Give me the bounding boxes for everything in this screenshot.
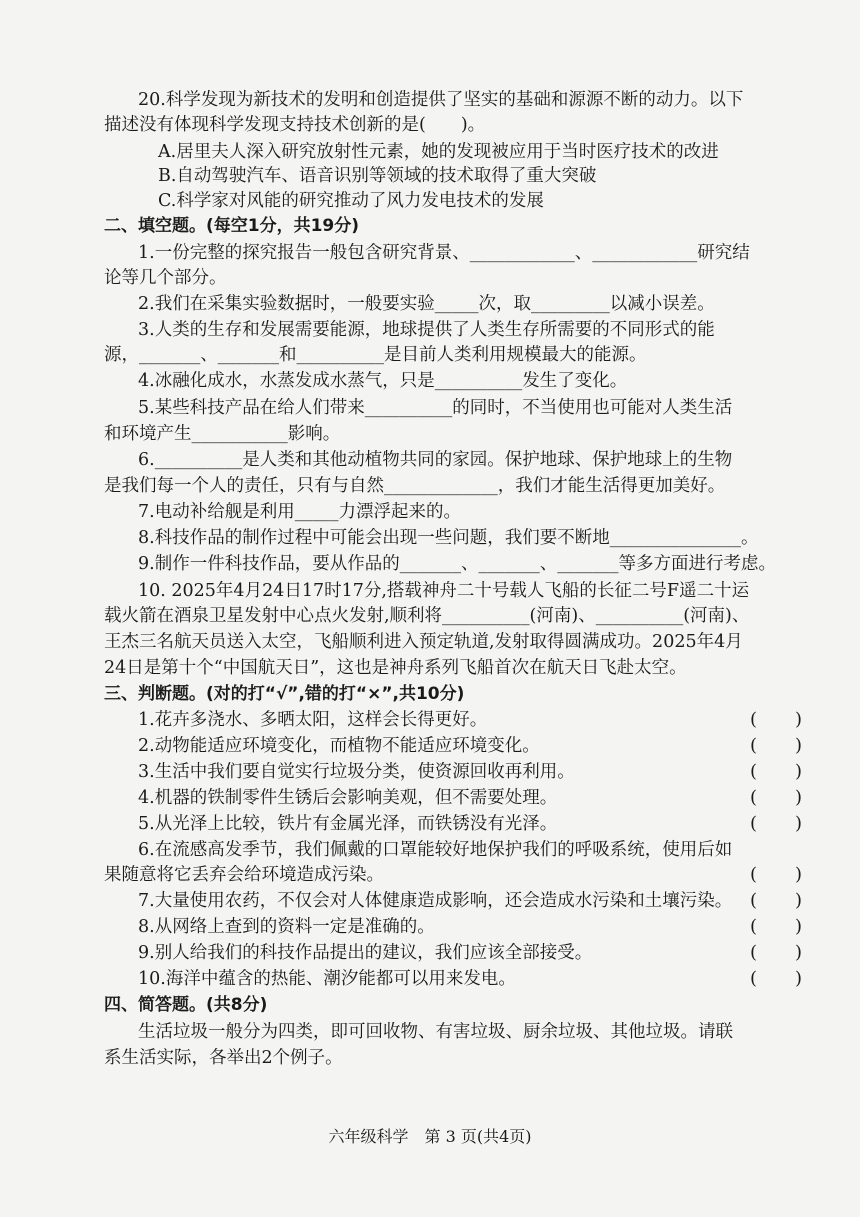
judge-item: 果随意将它丢弃会给环境造成污染。 [104,865,384,885]
judge-heading: 三、判断题。(对的打“√”,错的打“×”,共10分) [104,684,465,704]
paren-open: ( [750,735,758,756]
paren-close: ) [794,735,802,756]
paren-open: ( [750,942,758,963]
fill-line: 8.科技作品的制作过程中可能会出现一些问题，我们要不断地_______________。 [138,528,759,548]
fill-line: 是我们每一个人的责任，只有与自然_____________，我们才能生活得更加美好。 [104,476,726,496]
paren-close: ) [794,916,802,937]
paren-open: ( [750,709,758,730]
paren-close: ) [794,787,802,808]
mc20-stem-line2: 描述没有体现科学发现支持技术创新的是( )。 [104,115,486,135]
judge-item: 9.别人给我们的科技作品提出的建议，我们应该全部接受。 [138,943,593,963]
fill-heading: 二、填空题。(每空1分，共19分) [104,216,360,236]
fill-line: 1.一份完整的探究报告一般包含研究背景、____________、____________研究结 [138,243,750,263]
fill-line: 源，_______、_______和__________是目前人类利用规模最大的能源。 [104,345,647,365]
paren-close: ) [794,813,802,834]
judge-item: 7.大量使用农药，不仅会对人体健康造成影响，还会造成水污染和土壤污染。 [138,891,733,911]
fill-line: 7.电动补给舰是利用_____力漂浮起来的。 [138,502,461,522]
judge-item: 10.海洋中蕴含的热能、潮汐能都可以用来发电。 [138,969,516,989]
fill-line: 论等几个部分。 [104,268,227,288]
answer-parentheses[interactable] [750,863,802,887]
judge-item: 4.机器的铁制零件生锈后会影响美观，但不需要处理。 [138,788,558,808]
fill-line: 10. 2025年4月24日17时17分,搭载神舟二十号载人飞船的长征二号F遥二十运 [138,581,750,601]
paren-open: ( [750,968,758,989]
fill-line: 王杰三名航天员送入太空，飞船顺利进入预定轨道,发射取得圆满成功。2025年4月 [104,632,743,652]
fill-line: 和环境产生___________影响。 [104,424,341,444]
fill-line: 载火箭在酒泉卫星发射中心点火发射,顺利将__________(河南)、__________(河南)、 [104,606,750,626]
answer-parentheses[interactable] [750,915,802,939]
short-question-line2: 系生活实际，各举出2个例子。 [104,1048,343,1068]
fill-line: 4.冰融化成水，水蒸发成水蒸气，只是__________发生了变化。 [138,371,628,391]
paren-open: ( [750,787,758,808]
paren-close: ) [794,942,802,963]
short-heading: 四、简答题。(共8分) [104,995,268,1015]
answer-parentheses[interactable] [750,812,802,836]
short-question-line1: 生活垃圾一般分为四类，即可回收物、有害垃圾、厨余垃圾、其他垃圾。请联 [138,1022,733,1042]
answer-parentheses[interactable] [750,734,802,758]
page-footer: 六年级科学 第 3 页(共4页) [328,1127,532,1146]
fill-line: 9.制作一件科技作品，要从作品的_______、_______、_______等多方面进行考虑。 [138,554,776,574]
judge-item: 1.花卉多浇水、多晒太阳，这样会长得更好。 [138,710,488,730]
mc20-stem-line1: 20.科学发现为新技术的发明和创造提供了坚实的基础和源源不断的动力。以下 [138,90,744,110]
fill-line: 5.某些科技产品在给人们带来__________的同时，不当使用也可能对人类生活 [138,398,733,418]
judge-item: 3.生活中我们要自觉实行垃圾分类，使资源回收再利用。 [138,762,575,782]
fill-line: 6.__________是人类和其他动植物共同的家园。保护地球、保护地球上的生物 [138,450,733,470]
fill-line: 3.人类的生存和发展需要能源，地球提供了人类生存所需要的不同形式的能 [138,320,715,340]
paren-open: ( [750,916,758,937]
answer-parentheses[interactable] [750,967,802,991]
paren-open: ( [750,890,758,911]
paren-close: ) [794,864,802,885]
paren-close: ) [794,709,802,730]
judge-item: 5.从光泽上比较，铁片有金属光泽，而铁锈没有光泽。 [138,814,558,834]
fill-line: 24日是第十个“中国航天日”，这也是神舟系列飞船首次在航天日飞赴太空。 [104,658,687,678]
answer-parentheses[interactable] [750,708,802,732]
paren-close: ) [794,761,802,782]
answer-parentheses[interactable] [750,786,802,810]
mc20-option-b: B.自动驾驶汽车、语音识别等领域的技术取得了重大突破 [158,166,597,186]
judge-item: 8.从网络上查到的资料一定是准确的。 [138,917,435,937]
answer-parentheses[interactable] [750,941,802,965]
mc20-option-a: A.居里夫人深入研究放射性元素，她的发现被应用于当时医疗技术的改进 [158,142,719,162]
paren-open: ( [750,761,758,782]
judge-item: 6.在流感高发季节，我们佩戴的口罩能较好地保护我们的呼吸系统，使用后如 [138,840,733,860]
answer-parentheses[interactable] [750,889,802,913]
answer-parentheses[interactable] [750,760,802,784]
fill-line: 2.我们在采集实验数据时，一般要实验_____次，取_________以减小误差。 [138,294,715,314]
paren-open: ( [750,813,758,834]
judge-item: 2.动物能适应环境变化，而植物不能适应环境变化。 [138,736,540,756]
paren-open: ( [750,864,758,885]
paren-close: ) [794,968,802,989]
paren-close: ) [794,890,802,911]
mc20-option-c: C.科学家对风能的研究推动了风力发电技术的发展 [158,191,544,211]
